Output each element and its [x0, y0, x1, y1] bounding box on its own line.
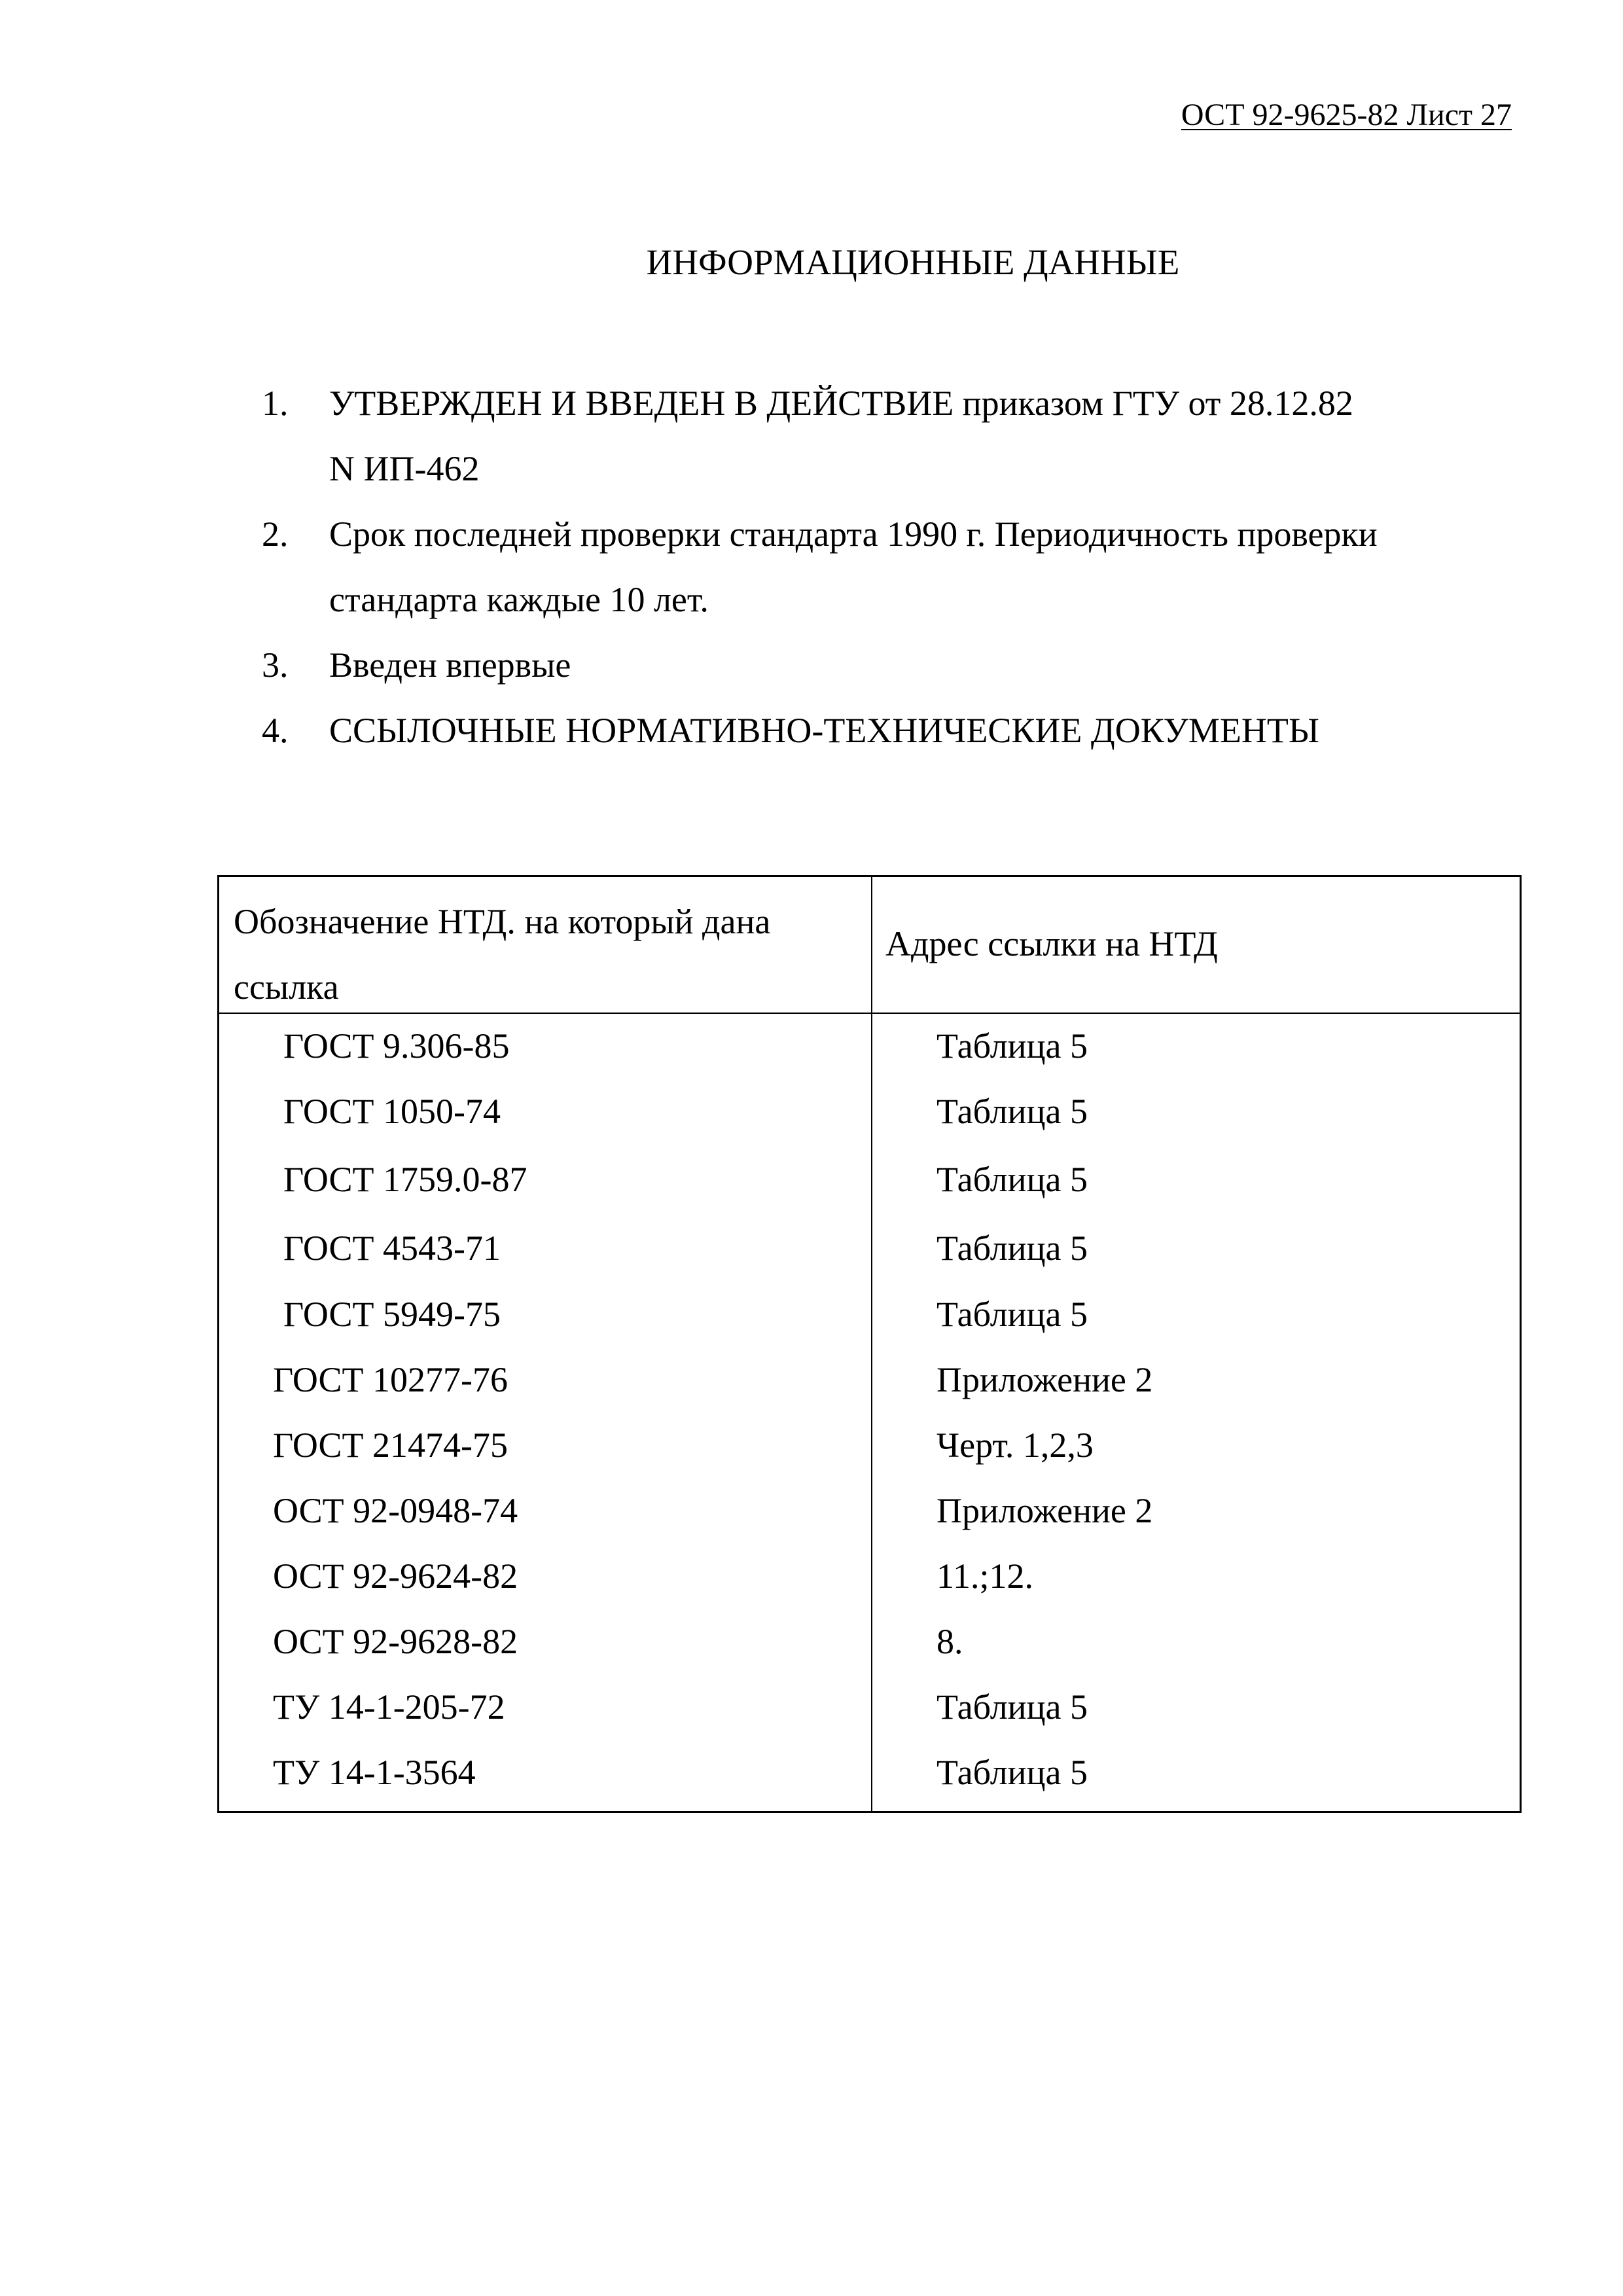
list-item-number: 1.	[262, 384, 289, 423]
table-cell-address: Таблица 5	[936, 1687, 1088, 1727]
table-cell-designation: ГОСТ 5949-75	[283, 1295, 501, 1334]
list-item-continuation	[262, 567, 1505, 632]
table-cell-designation: ГОСТ 10277-76	[273, 1360, 508, 1399]
list-item-text: Введен впервые	[329, 645, 571, 685]
table-cell-designation: ГОСТ 4543-71	[283, 1229, 501, 1268]
table-row	[219, 1740, 1520, 1805]
table-cell-address: Таблица 5	[936, 1026, 1088, 1066]
header-doc-label: ОСТ 92-9625-82 Лист	[1181, 98, 1480, 132]
list-item-text: Срок последней проверки стандарта 1990 г. Периодичность проверки	[329, 514, 1378, 554]
table-cell-designation: ГОСТ 21474-75	[273, 1426, 508, 1465]
references-table	[217, 875, 1522, 1813]
table-row	[219, 1412, 1520, 1478]
table-cell-address: Таблица 5	[936, 1295, 1088, 1334]
table-cell-address: Черт. 1,2,3	[936, 1426, 1094, 1465]
list-item-text: ССЫЛОЧНЫЕ НОРМАТИВНО-ТЕХНИЧЕСКИЕ ДОКУМЕНТЫ	[329, 711, 1319, 750]
table-cell-address: Таблица 5	[936, 1160, 1088, 1199]
table-cell-designation: ТУ 14-1-205-72	[273, 1687, 505, 1727]
page-header	[1181, 96, 1512, 135]
table-cell-address: Таблица 5	[936, 1753, 1088, 1792]
table-cell-designation: ОСТ 92-9624-82	[273, 1556, 518, 1596]
table-row	[219, 1609, 1520, 1674]
table-cell-address: 8.	[936, 1622, 963, 1661]
table-cell-address: 11.;12.	[936, 1556, 1033, 1596]
table-row	[219, 1543, 1520, 1609]
list-item	[262, 632, 1505, 698]
table-cell-designation: ГОСТ 1759.0-87	[283, 1160, 527, 1199]
table-cell-designation: ТУ 14-1-3564	[273, 1753, 476, 1792]
list-item-number: 3.	[262, 645, 289, 685]
list-item-number: 4.	[262, 711, 289, 750]
table-row	[219, 1079, 1520, 1144]
table-row	[219, 1478, 1520, 1543]
list-item-continuation	[262, 436, 1505, 501]
table-cell-address: Приложение 2	[936, 1360, 1153, 1399]
table-cell-designation: ОСТ 92-9628-82	[273, 1622, 518, 1661]
list-item	[262, 501, 1505, 567]
table-cell-designation: ГОСТ 9.306-85	[283, 1026, 510, 1066]
list-item-text: N ИП-462	[329, 449, 480, 488]
list-item-number: 2.	[262, 514, 289, 554]
header-sheet-number: 27	[1480, 98, 1512, 132]
table-row	[219, 1347, 1520, 1412]
page-title: ИНФОРМАЦИОННЫЕ ДАННЫЕ	[646, 242, 1180, 282]
table-row	[219, 1013, 1520, 1079]
table-cell-address: Таблица 5	[936, 1229, 1088, 1268]
table-cell-address: Приложение 2	[936, 1491, 1153, 1530]
table-cell-designation: ОСТ 92-0948-74	[273, 1491, 518, 1530]
list-item	[262, 698, 1505, 763]
info-list	[262, 370, 1505, 763]
table-cell-designation: ГОСТ 1050-74	[283, 1092, 501, 1131]
list-item-text: УТВЕРЖДЕН И ВВЕДЕН В ДЕЙСТВИЕ приказом ГТУ от 28.12.82	[329, 384, 1353, 423]
table-cell-address: Таблица 5	[936, 1092, 1088, 1131]
table-row	[219, 1674, 1520, 1740]
table-row	[219, 1147, 1520, 1212]
list-item-text: стандарта каждые 10 лет.	[329, 580, 709, 619]
table-header-address: Адрес ссылки на НТД	[885, 924, 1218, 963]
list-item	[262, 370, 1505, 436]
table-row	[219, 1282, 1520, 1347]
table-row	[219, 1215, 1520, 1281]
table-header-designation: Обозначение НТД. на который дана ссылка	[234, 902, 771, 1007]
